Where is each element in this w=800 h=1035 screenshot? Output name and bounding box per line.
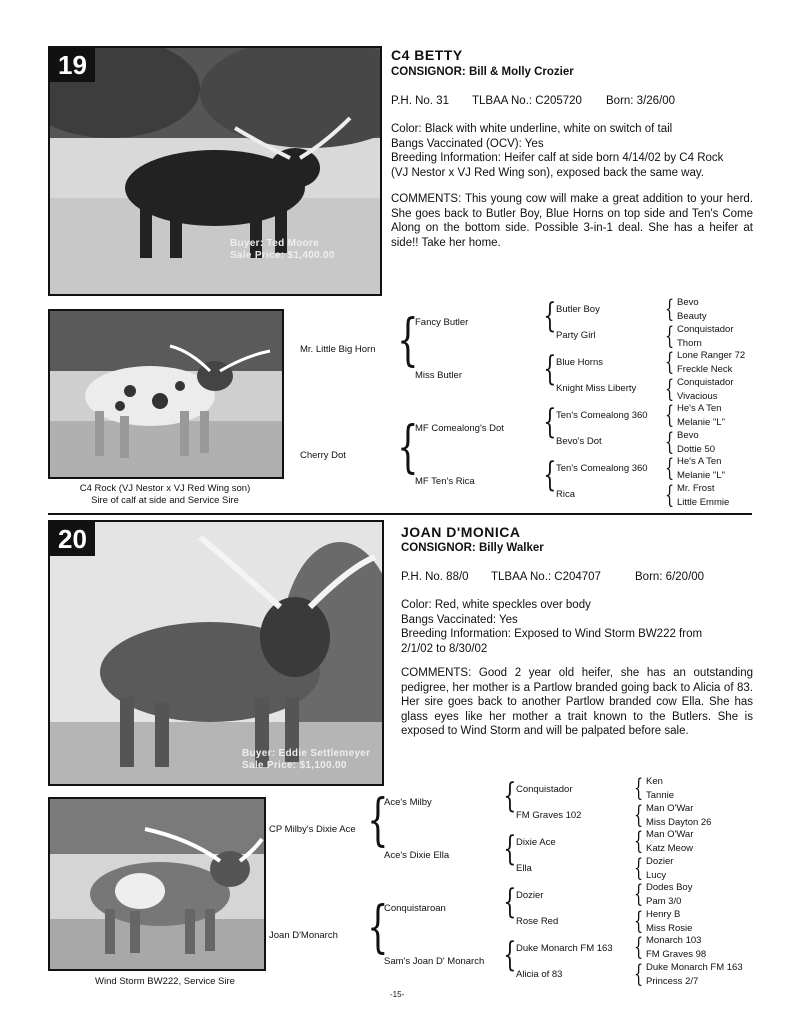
pedigree-g4: Lone Ranger 72 [677, 350, 746, 361]
brace-icon: { [503, 829, 517, 869]
brace-icon: { [634, 801, 644, 829]
lot-19-sire-photo [48, 309, 284, 479]
brace-icon: { [634, 880, 644, 908]
pedigree-g3: FM Graves 102 [516, 810, 582, 821]
lot-19-sire-caption [40, 483, 290, 507]
detail-line: 2/1/02 to 8/30/02 [401, 642, 488, 655]
pedigree-g4: Thorn [677, 338, 702, 349]
lot-19-tlbaa-number: TLBAA No.: C205720 [472, 95, 582, 107]
pedigree-g4: Ken [646, 776, 663, 787]
detail-line: Color: Red, white speckles over body [401, 599, 591, 611]
lot-20-born-date: Born: 6/20/00 [635, 571, 705, 583]
pedigree-g4: Henry B [646, 909, 681, 920]
pedigree-g3: Rica [556, 489, 576, 500]
lot-20-details [401, 598, 756, 656]
brace-icon: { [367, 895, 389, 960]
pedigree-g4: Lucy [646, 870, 667, 881]
pedigree-g4: Miss Rosie [646, 923, 693, 934]
pedigree-g4: Dottie 50 [677, 444, 716, 455]
caption-line: Sire of calf at side and Service Sire [91, 495, 239, 506]
pedigree-g4: Tannie [646, 790, 674, 801]
lot-19-name: C4 BETTY [391, 47, 463, 63]
pedigree-g4: Freckle Neck [677, 364, 733, 375]
pedigree-g2: MF Comealong's Dot [415, 423, 504, 434]
pedigree-g3: Dixie Ace [516, 837, 556, 848]
detail-line: Bangs Vaccinated (OCV): Yes [391, 137, 544, 150]
detail-line: Breeding Information: Heifer calf at side born 4/14/02 by C4 Rock [391, 152, 724, 164]
pedigree-g4: Melanie "L" [677, 470, 725, 481]
pedigree-g4: Little Emmie [677, 497, 730, 508]
pedigree-g3: Blue Horns [556, 357, 603, 368]
lot-19-ph-number: P.H. No. 31 [391, 95, 449, 107]
lot-20-ph-number: P.H. No. 88/0 [401, 571, 469, 583]
pedigree-g3: Party Girl [556, 330, 596, 341]
pedigree-g4: Bevo [677, 297, 699, 308]
pedigree-g3: Rose Red [516, 916, 559, 927]
lot-19-consignor: CONSIGNOR: Bill & Molly Crozier [391, 66, 574, 78]
pedigree-g4: He's A Ten [677, 456, 722, 467]
brace-icon: { [634, 933, 644, 961]
lot-20-tlbaa-number: TLBAA No.: C204707 [491, 571, 601, 583]
brace-icon: { [665, 295, 675, 323]
lot-20-consignor: CONSIGNOR: Billy Walker [401, 542, 544, 554]
pedigree-g2: Ace's Milby [384, 797, 432, 808]
pedigree-g2: Sam's Joan D' Monarch [384, 956, 485, 967]
lot-20-cow-photo [48, 520, 384, 786]
pedigree-g4: Man O'War [646, 829, 694, 840]
pedigree-g4: Dodes Boy [646, 882, 693, 893]
detail-line: Bangs Vaccinated: Yes [401, 613, 518, 626]
pedigree-g4: Mr. Frost [677, 483, 715, 494]
detail-line: Breeding Information: Exposed to Wind Storm BW222 from [401, 628, 703, 640]
pedigree-g4: Dozier [646, 856, 674, 867]
sale-price-text: Sale Price: $1,400.00 [230, 250, 335, 261]
pedigree-dam: Cherry Dot [300, 450, 346, 461]
pedigree-g2: Conquistaroan [384, 903, 446, 914]
pedigree-g4: Melanie "L" [677, 417, 725, 428]
brace-icon: { [665, 322, 675, 350]
pedigree-g3: Alicia of 83 [516, 969, 563, 980]
buyer-text: Buyer: Ted Moore [230, 238, 320, 249]
brace-icon: { [543, 349, 557, 389]
pedigree-g3: Dozier [516, 890, 544, 901]
brace-icon: { [543, 455, 557, 495]
pedigree-g4: He's A Ten [677, 403, 722, 414]
pedigree-dam: Joan D'Monarch [269, 930, 338, 941]
lot-20-sire-caption: Wind Storm BW222, Service Sire [95, 976, 235, 987]
buyer-text: Buyer: Eddie Settlemeyer [242, 748, 371, 759]
brace-icon: { [634, 827, 644, 855]
brace-icon: { [397, 308, 419, 373]
pedigree-g4: Bevo [677, 430, 699, 441]
brace-icon: { [634, 774, 644, 802]
brace-icon: { [665, 401, 675, 429]
pedigree-g4: Miss Dayton 26 [646, 817, 712, 828]
pedigree-g4: Man O'War [646, 803, 694, 814]
sale-price-text: Sale Price: $1,100.00 [242, 760, 347, 771]
pedigree-g3: Conquistador [516, 784, 573, 795]
brace-icon: { [665, 481, 675, 509]
brace-icon: { [543, 296, 557, 336]
pedigree-g3: Bevo's Dot [556, 436, 602, 447]
pedigree-g4: Duke Monarch FM 163 [646, 962, 743, 973]
brace-icon: { [634, 960, 644, 988]
lot-19-born-date: Born: 3/26/00 [606, 95, 676, 107]
pedigree-g3: Ella [516, 863, 532, 874]
lot-19-comments: COMMENTS: This young cow will make a great addition to your herd. She goes back to Butler Boy, Blue Horns on top side and Ten's Come Along on the bottom side. Possible 3-in-1 deal. She has a heifer at side!! Take her home. [391, 193, 753, 249]
brace-icon: { [665, 348, 675, 376]
pedigree-g4: Princess 2/7 [646, 976, 699, 987]
pedigree-g3: Ten's Comealong 360 [556, 463, 648, 474]
pedigree-g3: Duke Monarch FM 163 [516, 943, 613, 954]
detail-line: (VJ Nestor x VJ Red Wing son), exposed back the same way. [391, 166, 704, 179]
pedigree-g4: Pam 3/0 [646, 896, 682, 907]
brace-icon: { [367, 788, 389, 853]
pedigree-g4: Vivacious [677, 391, 718, 402]
pedigree-g2: Ace's Dixie Ella [384, 850, 450, 861]
pedigree-g4: Conquistador [677, 324, 734, 335]
lot-19-cow-photo [48, 46, 382, 296]
pedigree-g4: Katz Meow [646, 843, 693, 854]
brace-icon: { [543, 402, 557, 442]
brace-icon: { [503, 882, 517, 922]
lot-number: 20 [50, 522, 95, 556]
pedigree-g3: Butler Boy [556, 304, 600, 315]
brace-icon: { [634, 854, 644, 882]
brace-icon: { [634, 907, 644, 935]
brace-icon: { [665, 375, 675, 403]
pedigree-g3: Knight Miss Liberty [556, 383, 637, 394]
pedigree-g2: Miss Butler [415, 370, 462, 381]
lot-20-sire-photo [48, 797, 266, 971]
brace-icon: { [503, 935, 517, 975]
pedigree-sire: CP Milby's Dixie Ace [269, 824, 356, 835]
lot-number: 19 [50, 48, 95, 82]
lot-20-name: JOAN D'MONICA [401, 524, 521, 540]
brace-icon: { [665, 428, 675, 456]
pedigree-sire: Mr. Little Big Horn [300, 344, 376, 355]
pedigree-g3: Ten's Comealong 360 [556, 410, 648, 421]
brace-icon: { [665, 454, 675, 482]
section-divider [48, 513, 752, 515]
detail-line: Color: Black with white underline, white on switch of tail [391, 123, 673, 135]
pedigree-g4: Beauty [677, 311, 707, 322]
lot-20-comments: COMMENTS: Good 2 year old heifer, she has an outstanding pedigree, her mother is a Partlow branded going back to Alicia of 83. Her sire goes back to another Partlow branded cow Ella. She has glass eyes like her mother a trait known to the Butlers. She is exposed to Wind Storm and will be palpated before sale. [401, 667, 753, 737]
brace-icon: { [397, 415, 419, 480]
caption-line: C4 Rock (VJ Nestor x VJ Red Wing son) [79, 483, 251, 494]
page-number: -15- [390, 990, 405, 999]
pedigree-g4: Conquistador [677, 377, 734, 388]
pedigree-g2: Fancy Butler [415, 317, 469, 328]
lot-19-details [391, 122, 756, 180]
pedigree-g4: Monarch 103 [646, 935, 702, 946]
pedigree-g2: MF Ten's Rica [415, 476, 475, 487]
pedigree-g4: FM Graves 98 [646, 949, 707, 960]
brace-icon: { [503, 776, 517, 816]
